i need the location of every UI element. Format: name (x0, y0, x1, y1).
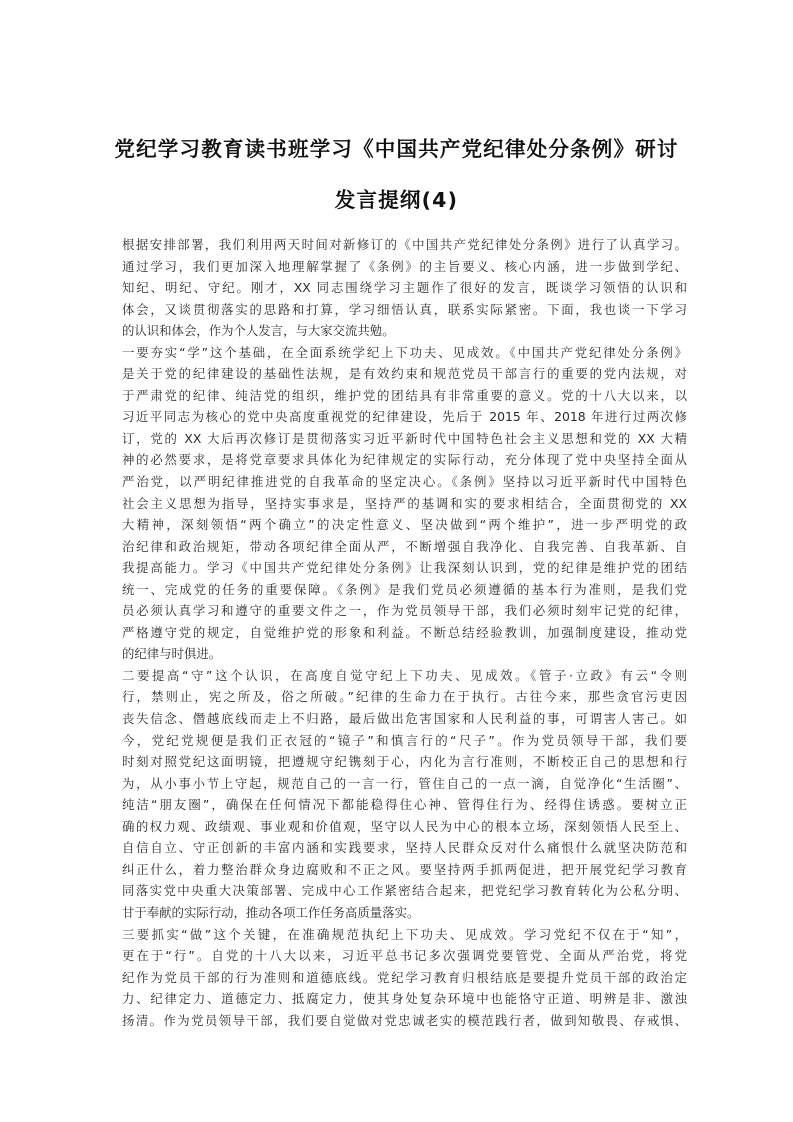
paragraph-line: 根据安排部署，我们利用两天时间对新修订的《中国共产党纪律处分条例》进行了认真学习。 (122, 237, 687, 252)
paragraph-line: 神的必然要求，是将党章要求具体化为纪律规定的实际行动，充分体现了党中央坚持全面从 (122, 452, 687, 468)
paragraph-line: 纯洁“朋友圈”，确保在任何情况下都能稳得住心神、管得住行为、经得住诱惑。要树立正 (122, 797, 687, 813)
paragraph (122, 342, 687, 665)
paragraph-line: 我提高能力。学习《中国共产党纪律处分条例》让我深刻认识到，党的纪律是维护党的团结 (122, 560, 687, 576)
paragraph-line: 甘于奉献的实际行动，推动各项工作任务高质量落实。 (122, 904, 420, 920)
paragraph (122, 924, 687, 1032)
paragraph-line: 一要夯实“学”这个基础，在全面系统学纪上下功夫、见成效。《中国共产党纪律处分条例》 (122, 344, 687, 360)
document-body (122, 234, 687, 1031)
paragraph-line: 员必须认真学习和遵守的重要文件之一，作为党员领导干部，我们必须时刻牢记党的纪律， (122, 603, 687, 619)
paragraph-line: 三要抓实“做”这个关键，在准确规范执纪上下功夫、见成效。学习党纪不仅在于“知”， (122, 926, 687, 942)
paragraph-line: 时刻对照党纪这面明镜，把遵规守纪镌刻于心，内化为言行准则，不断校正自己的思想和行 (122, 754, 687, 770)
paragraph-line: 于严肃党的纪律、纯洁党的组织，维护党的团结具有非常重要的意义。党的十八大以来，以 (122, 387, 687, 403)
paragraph-line: 是关于党的纪律建设的基础性法规，是有效约束和规范党员干部言行的重要的党内法规，对 (122, 366, 687, 382)
paragraph-line: 纪作为党员干部的行为准则和道德底线。党纪学习教育归根结底是要提升党员干部的政治定 (122, 969, 687, 985)
paragraph-line: 的纪律与时俱进。 (122, 646, 222, 662)
paragraph-line: 扬清。作为党员领导干部，我们要自觉做对党忠诚老实的模范践行者，做到知敬畏、存戒惧、 (122, 1012, 687, 1028)
paragraph-line: 的认识和体会，作为个人发言，与大家交流共勉。 (122, 323, 395, 339)
paragraph-line: 确的权力观、政绩观、事业观和价值观，坚守以人民为中心的根本立场，深刻领悟人民至上、 (122, 818, 687, 834)
paragraph-line: 统一、完成党的任务的重要保障。《条例》是我们党员必须遵循的基本行为准则，是我们党 (122, 581, 687, 597)
paragraph-line: 订，党的 XX 大后再次修订是贯彻落实习近平新时代中国特色社会主义思想和党的 XX 大精 (122, 430, 687, 446)
paragraph-line: 今，党纪党规便是我们正衣冠的“镜子”和慎言行的“尺子”。作为党员领导干部，我们要 (122, 732, 687, 748)
paragraph-line: 丧失信念、僭越底线而走上不归路，最后做出危害国家和人民利益的事，可谓害人害己。如 (122, 711, 687, 727)
paragraph-line: 体会，又谈贯彻落实的思路和打算，学习细悟认真，联系实际紧密。下面，我也谈一下学习 (122, 301, 687, 317)
paragraph (122, 665, 687, 924)
paragraph-line: 严格遵守党的规定，自觉维护党的形象和利益。不断总结经验教训，加强制度建设，推动党 (122, 624, 687, 640)
paragraph-line: 严治党，以严明纪律推进党的自我革命的坚定决心。《条例》坚持以习近平新时代中国特色 (122, 474, 687, 490)
paragraph-line: 力、纪律定力、道德定力、抵腐定力，使其身处复杂环境中也能恪守正道、明辨是非、激浊 (122, 991, 687, 1007)
paragraph-line: 知纪、明纪、守纪。刚才，XX 同志围绕学习主题作了很好的发言，既谈学习领悟的认识和 (122, 280, 687, 296)
paragraph-line: 习近平同志为核心的党中央高度重视党的纪律建设，先后于 2015 年、2018 年进行过两次修 (122, 409, 687, 425)
document-title-line-1: 党纪学习教育读书班学习《中国共产党纪律处分条例》研讨 (114, 137, 679, 161)
paragraph-line: 大精神，深刻领悟“两个确立”的决定性意义、坚决做到“两个维护”，进一步严明党的政 (122, 517, 687, 533)
paragraph-line: 同落实党中央重大决策部署、完成中心工作紧密结合起来，把党纪学习教育转化为公私分明、 (122, 883, 687, 899)
paragraph-line: 纠正什么，着力整治群众身边腐败和不正之风。要坚持两手抓两促进，把开展党纪学习教育 (122, 861, 687, 877)
paragraph-line: 二要提高“守”这个认识，在高度自觉守纪上下功夫、见成效。《管子·立政》有云“令则 (122, 667, 687, 683)
paragraph-line: 行，禁则止，宪之所及，俗之所破。”纪律的生命力在于执行。古往今来，那些贪官污吏因 (122, 689, 687, 705)
paragraph-line: 为，从小事小节上守起，规范自己的一言一行，管住自己的一点一滴，自觉净化“生活圈”、 (122, 775, 687, 791)
paragraph-line: 社会主义思想为指导，坚持实事求是，坚持严的基调和实的要求相结合，全面贯彻党的 XX (122, 495, 687, 511)
paragraph (122, 234, 687, 342)
paragraph-line: 治纪律和政治规矩，带动各项纪律全面从严，不断增强自我净化、自我完善、自我革新、自 (122, 538, 687, 554)
paragraph-line: 更在于“行”。自党的十八大以来，习近平总书记多次强调党要管党、全面从严治党，将党 (122, 948, 687, 964)
paragraph-line: 通过学习，我们更加深入地理解掌握了《条例》的主旨要义、核心内涵，进一步做到学纪、 (122, 258, 687, 274)
paragraph-line: 自信自立、守正创新的丰富内涵和实践要求，坚持人民群众反对什么痛恨什么就坚决防范和 (122, 840, 687, 856)
document-title-line-2: 发言提纲(4) (334, 188, 459, 212)
